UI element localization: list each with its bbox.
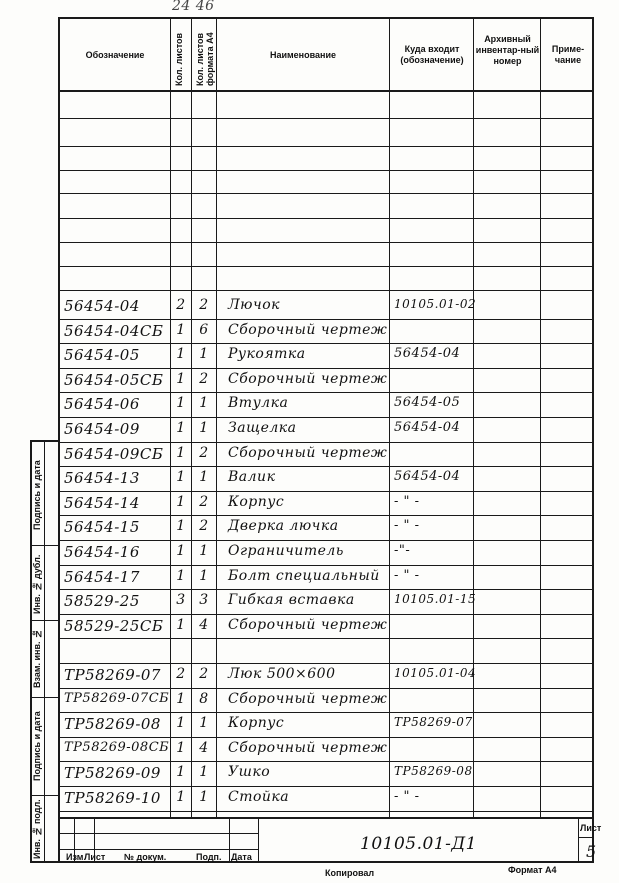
row-where-used: ТР58269-07 <box>394 715 473 730</box>
row-name: Рукоятка <box>228 346 306 363</box>
title-col-sheet: Лист <box>84 852 106 862</box>
row-sheets: 1 <box>176 690 186 707</box>
row-line <box>58 737 594 738</box>
row-name: Сборочный чертеж <box>228 616 388 633</box>
row-sheets: 1 <box>176 764 186 781</box>
row-a4: 1 <box>199 715 209 732</box>
row-line <box>58 170 594 171</box>
row-name: Корпус <box>228 493 285 510</box>
row-sheets: 3 <box>176 592 186 609</box>
row-sheets: 1 <box>176 493 186 510</box>
row-name: Сборочный чертеж <box>228 444 388 461</box>
row-where-used: 56454-04 <box>394 420 461 435</box>
side-label-inv-orig: Инв. № подл. <box>32 799 42 859</box>
side-label-replace-inv: Взам. инв. № <box>32 628 42 688</box>
sheet-label: Лист <box>580 823 602 833</box>
row-line <box>58 663 594 664</box>
row-designation: 56454-13 <box>64 469 140 488</box>
row-a4: 3 <box>199 592 209 609</box>
footer-format: Формат А4 <box>508 865 557 875</box>
row-where-used: 10105.01-04 <box>394 666 477 680</box>
side-label-sign-date-top: Подпись и дата <box>32 460 42 530</box>
row-a4: 4 <box>199 616 209 633</box>
sheet-number: 5 <box>586 842 597 861</box>
row-a4: 1 <box>199 346 209 363</box>
row-name: Сборочный чертеж <box>228 690 388 707</box>
row-name: Ограничитель <box>228 543 344 559</box>
row-where-used: 10105.01-02 <box>394 297 477 311</box>
header-name: Наименование <box>269 50 337 60</box>
title-col-change: Изм <box>66 852 84 862</box>
side-label-sign-date-bottom: Подпись и дата <box>32 711 42 781</box>
row-a4: 2 <box>199 666 209 682</box>
top-note: 24 46 <box>172 0 215 14</box>
row-sheets: 1 <box>176 543 186 559</box>
row-sheets: 2 <box>176 666 186 682</box>
row-a4: 2 <box>199 518 209 535</box>
header-sheet-count: Кол. листов <box>174 32 184 86</box>
row-where-used: - " - <box>394 567 420 583</box>
row-line <box>58 343 594 344</box>
row-sheets: 1 <box>176 567 186 584</box>
row-designation: 56454-09 <box>64 420 140 438</box>
row-name: Болт специальный <box>228 567 380 584</box>
row-line <box>58 811 594 812</box>
row-sheets: 1 <box>176 518 186 535</box>
row-line <box>58 242 594 243</box>
row-sheets: 2 <box>176 297 186 313</box>
row-name: Корпус <box>228 715 285 732</box>
row-designation: 56454-15 <box>64 518 140 537</box>
title-col-sign: Подп. <box>196 852 222 862</box>
row-a4: 2 <box>199 297 209 313</box>
header-archive: Архивный инвентар-ный номер <box>475 34 540 66</box>
row-line <box>58 491 594 492</box>
row-line <box>58 565 594 566</box>
row-line <box>58 761 594 762</box>
row-where-used: 56454-04 <box>394 469 461 485</box>
row-designation: ТР58269-10 <box>64 789 161 807</box>
row-name: Втулка <box>228 395 289 412</box>
row-a4: 1 <box>199 395 209 412</box>
row-line <box>58 540 594 541</box>
row-sheets: 1 <box>176 616 186 633</box>
row-a4: 1 <box>199 420 209 436</box>
header-designation: Обозначение <box>85 50 145 60</box>
row-line <box>58 368 594 369</box>
row-designation: 56454-14 <box>64 493 140 512</box>
row-a4: 1 <box>199 469 209 486</box>
row-line <box>58 266 594 267</box>
row-a4: 2 <box>199 493 209 510</box>
row-line <box>58 290 594 291</box>
row-name: Сборочный чертеж <box>228 739 388 756</box>
row-a4: 4 <box>199 739 209 756</box>
row-sheets: 1 <box>176 395 186 412</box>
row-line <box>58 786 594 787</box>
row-designation: ТР58269-09 <box>64 764 161 783</box>
row-line <box>58 688 594 689</box>
row-name: Лючок <box>228 297 281 313</box>
row-designation: ТР58269-08СБ <box>64 739 170 755</box>
row-where-used: - " - <box>394 493 420 509</box>
row-designation: 56454-05СБ <box>64 370 164 389</box>
row-line <box>58 392 594 393</box>
row-designation: 56454-09СБ <box>64 444 164 463</box>
row-designation: 56454-17 <box>64 567 140 586</box>
row-designation: 58529-25 <box>64 592 140 611</box>
row-where-used: - " - <box>394 518 420 534</box>
row-sheets: 1 <box>176 715 186 732</box>
row-where-used: 56454-05 <box>394 395 461 411</box>
side-label-inv-dup: Инв. № дубл. <box>32 554 42 614</box>
row-sheets: 1 <box>176 444 186 461</box>
row-sheets: 1 <box>176 469 186 486</box>
row-name: Ушко <box>228 764 271 781</box>
title-col-date: Дата <box>231 852 252 862</box>
row-a4: 2 <box>199 444 209 461</box>
row-name: Люк 500×600 <box>228 666 336 682</box>
row-line <box>58 638 594 639</box>
row-line <box>58 589 594 590</box>
header-note: Приме-чание <box>551 44 585 65</box>
footer-copied: Копировал <box>325 868 375 878</box>
row-where-used: -"- <box>394 543 411 558</box>
row-designation: 58529-25СБ <box>64 616 164 635</box>
row-line <box>58 319 594 320</box>
row-line <box>58 712 594 713</box>
row-line <box>58 146 594 147</box>
row-line <box>58 442 594 443</box>
row-sheets: 1 <box>176 346 186 363</box>
row-name: Сборочный чертеж <box>228 370 388 387</box>
row-line <box>58 193 594 194</box>
row-line <box>58 118 594 119</box>
row-name: Защелка <box>228 420 297 436</box>
row-designation: 56454-06 <box>64 395 140 414</box>
row-sheets: 1 <box>176 739 186 756</box>
row-a4: 1 <box>199 543 209 559</box>
row-a4: 2 <box>199 370 209 387</box>
row-a4: 6 <box>199 321 209 338</box>
row-name: Дверка лючка <box>228 518 339 535</box>
row-a4: 1 <box>199 764 209 781</box>
row-sheets: 1 <box>176 420 186 436</box>
row-line <box>58 417 594 418</box>
row-sheets: 1 <box>176 370 186 387</box>
row-sheets: 1 <box>176 789 186 805</box>
row-designation: 56454-04СБ <box>64 321 164 340</box>
row-line <box>58 515 594 516</box>
row-where-used: ТР58269-08 <box>394 764 473 779</box>
row-name: Стойка <box>228 789 290 805</box>
row-a4: 8 <box>199 690 209 707</box>
header-where-used: Куда входит (обозначение) <box>400 44 464 65</box>
row-where-used: 56454-04 <box>394 346 461 362</box>
row-a4: 1 <box>199 567 209 584</box>
row-sheets: 1 <box>176 321 186 338</box>
row-designation: 56454-05 <box>64 346 140 365</box>
row-designation: ТР58269-07 <box>64 666 161 684</box>
title-col-doc: № докум. <box>124 852 167 862</box>
row-where-used: - " - <box>394 789 420 804</box>
row-line <box>58 614 594 615</box>
row-line <box>58 466 594 467</box>
row-line <box>58 218 594 219</box>
row-where-used: 10105.01-15 <box>394 592 477 607</box>
row-name: Валик <box>228 469 276 486</box>
row-name: Гибкая вставка <box>228 592 355 609</box>
row-name: Сборочный чертеж <box>228 321 388 338</box>
document-number: 10105.01-Д1 <box>360 834 477 854</box>
header-format-a4: Кол. листов формата А4 <box>195 32 215 86</box>
row-designation: 56454-16 <box>64 543 140 561</box>
row-a4: 1 <box>199 789 209 805</box>
row-designation: ТР58269-07СБ <box>64 690 170 706</box>
row-designation: ТР58269-08 <box>64 715 161 734</box>
row-designation: 56454-04 <box>64 297 140 315</box>
